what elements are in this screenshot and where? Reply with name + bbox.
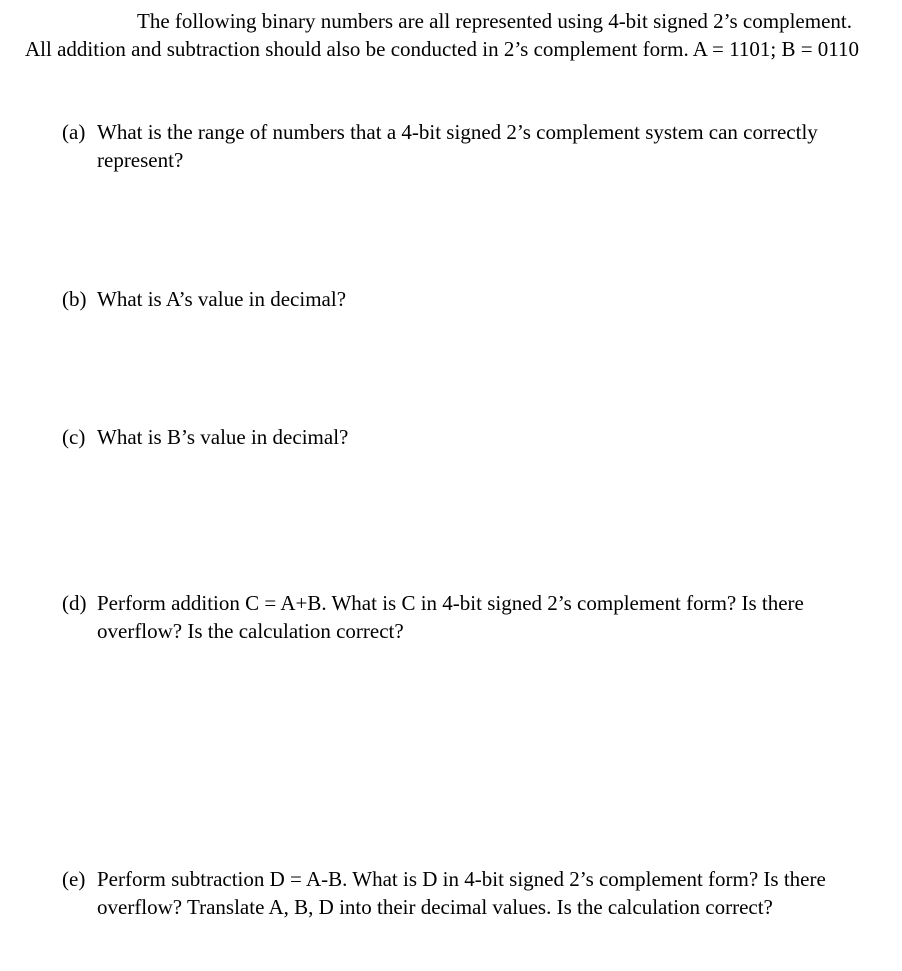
question-e-marker: (e) (62, 867, 86, 891)
question-a (62, 118, 852, 174)
question-b-marker: (b) (62, 287, 87, 311)
question-c-text: What is B’s value in decimal? (97, 425, 349, 449)
question-a-marker: (a) (62, 120, 86, 144)
question-b-text: What is A’s value in decimal? (97, 287, 347, 311)
question-c (62, 423, 892, 451)
question-e (62, 865, 892, 921)
question-d-text: Perform addition C = A+B. What is C in 4-bit signed 2’s complement form? Is there overflow? Is the calculation correct? (97, 591, 804, 643)
problem-intro: The following binary numbers are all represented using 4-bit signed 2’s complement. All addition and subtraction should also be conducted in 2’s complement form. A = 1101; B = 0110 (25, 9, 860, 61)
question-d-marker: (d) (62, 591, 87, 615)
question-b (62, 285, 892, 313)
question-e-text: Perform subtraction D = A-B. What is D in 4-bit signed 2’s complement form? Is there overflow? Translate A, B, D into their decimal values. Is the calculation correct? (97, 867, 826, 919)
question-a-text: What is the range of numbers that a 4-bit signed 2’s complement system can correctly represent? (97, 120, 818, 172)
question-d (62, 589, 877, 645)
question-c-marker: (c) (62, 425, 86, 449)
